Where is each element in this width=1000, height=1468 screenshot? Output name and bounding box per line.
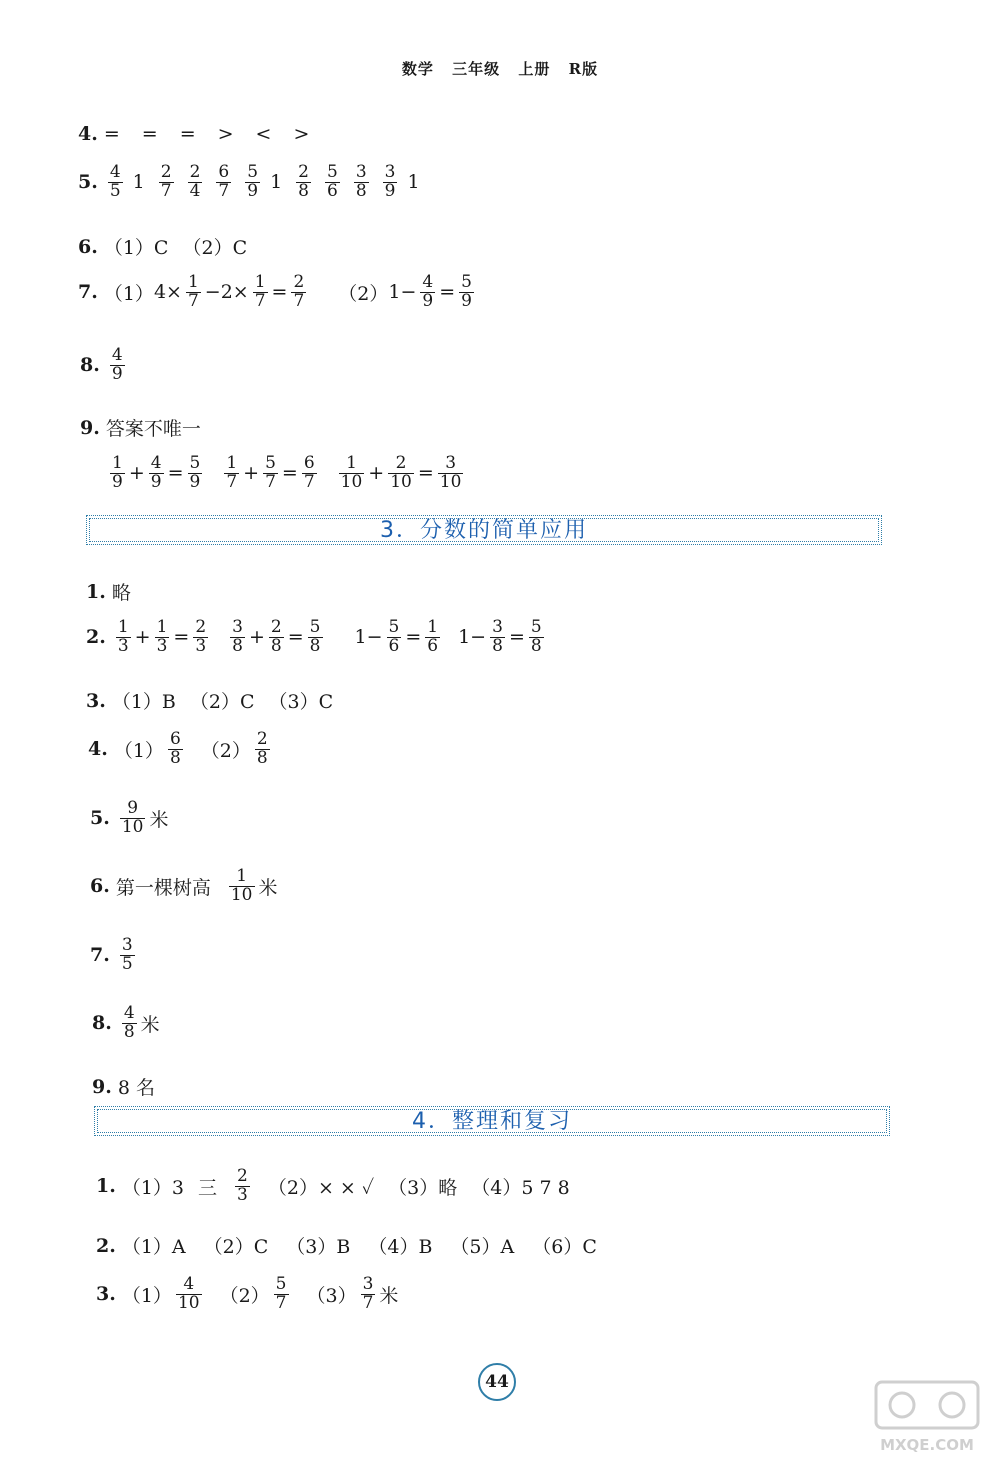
s2-q2 — [86, 619, 548, 656]
s2-q8 — [92, 1005, 160, 1042]
s2-q1-num: 1. — [86, 580, 106, 603]
s3-q1 — [96, 1168, 570, 1205]
s1q5-frac: $\frac{2}{7}$ — [160, 162, 172, 201]
s1-q7-frac1: $\frac{1}{7}$ — [187, 272, 199, 311]
s2-q9-text: 8 名 — [117, 1077, 155, 1099]
s3-q3-label2: （2） — [219, 1284, 270, 1307]
s2-q8-num: 8. — [92, 1012, 112, 1035]
s2-q5-unit: 米 — [149, 808, 169, 831]
s1-q4 — [78, 123, 331, 145]
s2q2e2-token: = — [287, 626, 304, 649]
s1q4-token: = — [179, 123, 196, 145]
s3-q2-num: 2. — [96, 1234, 116, 1257]
s2q2e1-frac: $\frac{1}{3}$ — [156, 617, 168, 656]
s1-q7-term-c: 1− — [388, 281, 417, 304]
s2-q2-num: 2. — [86, 626, 106, 649]
s2-q6-text: 第一棵树高 — [115, 876, 211, 899]
s2q2e2-frac: $\frac{3}{8}$ — [232, 617, 243, 656]
s2-q3 — [86, 687, 333, 714]
s1-q7-label2: （2） — [338, 282, 389, 305]
s2-q6-num: 6. — [90, 875, 110, 898]
s2-q5-num: 5. — [90, 807, 110, 830]
s2-q8-frac: $\frac{4}{8}$ — [123, 1003, 135, 1042]
header-volume: 上册 — [518, 60, 551, 78]
s1-q9-text: 答案不唯一 — [105, 418, 201, 440]
s1-q9-eq3 — [335, 455, 468, 492]
s1q9e1-token: = — [167, 462, 184, 485]
s3-q1-frac: $\frac{2}{3}$ — [237, 1166, 248, 1205]
s2-q3-part3: （3）C — [268, 691, 334, 713]
s2q2e2-token: + — [249, 626, 265, 649]
s2-q5 — [90, 800, 169, 837]
s1q5-frac: $\frac{5}{9}$ — [247, 162, 259, 201]
s3q2-token: （5）A — [450, 1236, 515, 1258]
s1q9e1-token: + — [128, 462, 145, 485]
s1-q5-items — [104, 164, 430, 201]
s2q2e3-token: 1− — [354, 626, 383, 649]
page-number: 44 — [478, 1363, 516, 1401]
s2q2e1-frac: $\frac{2}{3}$ — [195, 617, 207, 656]
section-banner-3 — [86, 515, 882, 545]
s2-q3-part1: （1）B — [111, 691, 176, 713]
s3-q3-frac2: $\frac{5}{7}$ — [275, 1274, 287, 1313]
s2-q4-frac1: $\frac{6}{8}$ — [169, 729, 181, 768]
s2-q1-text: 略 — [111, 582, 131, 604]
s2-q6-frac: $\frac{1}{10}$ — [230, 866, 253, 905]
s3-q1-part4: （4）5 7 8 — [471, 1176, 570, 1199]
s3q2-token: （2）C — [203, 1236, 269, 1258]
s1-q8 — [80, 347, 129, 384]
s1q4-token: > — [217, 123, 234, 145]
s2q2e1-token: = — [173, 626, 190, 649]
s2-q2-eq3 — [355, 619, 445, 656]
s1-q7-frac4: $\frac{4}{9}$ — [422, 272, 434, 311]
s3-q2-parts — [122, 1232, 615, 1259]
s1-q7-label1: （1） — [103, 282, 154, 305]
s1q5-frac: $\frac{4}{5}$ — [109, 162, 121, 201]
s1q5-frac: $\frac{3}{8}$ — [355, 162, 367, 201]
s2q2e4-frac: $\frac{3}{8}$ — [492, 617, 503, 656]
s1-q9-eq2 — [220, 455, 320, 492]
s1q9e3-frac: $\frac{1}{10}$ — [340, 453, 363, 492]
s1q5-token: 1 — [407, 171, 420, 194]
s1q5-frac: $\frac{5}{6}$ — [327, 162, 338, 201]
s2-q4-label1: （1） — [113, 739, 164, 762]
s1-q4-items — [104, 123, 332, 145]
watermark-logo — [872, 1378, 982, 1458]
s1q4-token: > — [293, 123, 310, 145]
s3-q3-unit: 米 — [379, 1284, 399, 1307]
s1q4-token: < — [255, 123, 272, 145]
s1-q5 — [78, 164, 430, 201]
s3-q1-part2: （2）× × ✓ — [267, 1176, 375, 1199]
s2-q4-frac2: $\frac{2}{8}$ — [256, 729, 268, 768]
s1q9e1-frac: $\frac{4}{9}$ — [150, 453, 162, 492]
s1q9e3-frac: $\frac{2}{10}$ — [390, 453, 412, 492]
s1-q9-num: 9. — [80, 416, 100, 439]
s2-q3-num: 3. — [86, 689, 106, 712]
section-banner-4-title: 4．整理和复习 — [412, 1109, 572, 1134]
s1q9e2-token: + — [243, 462, 260, 485]
s1-q7-frac5: $\frac{5}{9}$ — [461, 272, 472, 311]
s1q5-token: 1 — [270, 171, 283, 194]
s2q2e3-frac: $\frac{5}{6}$ — [388, 617, 400, 656]
s1q9e3-token: + — [368, 462, 385, 485]
s1-q7-term-b: −2× — [204, 281, 249, 304]
s2q2e4-token: 1− — [458, 626, 487, 649]
s1-q7 — [78, 274, 478, 311]
s3-q1-num: 1. — [96, 1175, 116, 1198]
s1q9e1-frac: $\frac{5}{9}$ — [189, 453, 201, 492]
s3-q3 — [96, 1276, 398, 1313]
s1q5-frac: $\frac{2}{8}$ — [298, 162, 309, 201]
s2q2e1-token: + — [134, 626, 151, 649]
s1q5-token: 1 — [132, 171, 145, 194]
s2-q6 — [90, 868, 278, 905]
s1q5-frac: $\frac{6}{7}$ — [218, 162, 230, 201]
s1-q5-num: 5. — [78, 171, 98, 194]
header-subject: 数学 — [401, 60, 434, 78]
s1q9e3-frac: $\frac{3}{10}$ — [439, 453, 462, 492]
s2-q2-eq2 — [226, 619, 326, 656]
s2-q3-part2: （2）C — [189, 691, 255, 713]
s2-q7 — [90, 937, 139, 974]
s1-q8-frac: $\frac{4}{9}$ — [111, 345, 123, 384]
s3q2-token: （4）B — [368, 1236, 433, 1258]
s3q2-token: （1）A — [121, 1236, 186, 1258]
s1-q4-num: 4. — [78, 123, 98, 145]
s3-q3-label3: （3） — [306, 1284, 357, 1307]
s1q9e1-frac: $\frac{1}{9}$ — [112, 453, 123, 492]
s1-q6 — [78, 233, 247, 260]
s1-q7-eq2: = — [439, 281, 456, 304]
s2-q1 — [86, 578, 131, 605]
s3-q3-frac1: $\frac{4}{10}$ — [177, 1274, 200, 1313]
s2-q6-unit: 米 — [258, 876, 278, 899]
s2-q8-unit: 米 — [140, 1013, 160, 1036]
s3-q2 — [96, 1232, 615, 1259]
s2q2e4-frac: $\frac{5}{8}$ — [530, 617, 542, 656]
s3-q3-label1: （1） — [121, 1284, 172, 1307]
s2-q4 — [88, 731, 274, 768]
s1q9e3-token: = — [417, 462, 434, 485]
s1q9e2-frac: $\frac{6}{7}$ — [303, 453, 315, 492]
s3q2-token: （3）B — [286, 1236, 351, 1258]
s1-q7-eq: = — [271, 281, 288, 304]
section-banner-3-title: 3．分数的简单应用 — [380, 518, 588, 543]
s1q5-frac: $\frac{2}{4}$ — [189, 162, 201, 201]
s1-q8-num: 8. — [80, 354, 100, 377]
s1-q7-term-a: 4× — [153, 281, 182, 304]
s1q4-token: = — [141, 123, 158, 145]
page-header — [0, 58, 1000, 79]
s2-q7-num: 7. — [90, 944, 110, 967]
s3-q1-part3: （3）略 — [388, 1176, 458, 1199]
s2q2e3-token: = — [405, 626, 422, 649]
s1q4-token: = — [103, 123, 120, 145]
s1-q6-num: 6. — [78, 235, 98, 258]
s2q2e2-frac: $\frac{5}{8}$ — [309, 617, 321, 656]
header-edition: R版 — [568, 60, 599, 78]
svg-text:MXQE.COM: MXQE.COM — [880, 1436, 974, 1454]
s1q9e2-frac: $\frac{5}{7}$ — [265, 453, 276, 492]
s1-q7-frac2: $\frac{1}{7}$ — [254, 272, 266, 311]
s2-q5-frac: $\frac{9}{10}$ — [121, 798, 144, 837]
s1-q6-part2: （2）C — [182, 237, 248, 259]
s2q2e4-token: = — [508, 626, 525, 649]
s3-q1-part1: （1）3 — [121, 1176, 185, 1199]
s1q9e2-frac: $\frac{1}{7}$ — [226, 453, 238, 492]
s1-q7-frac3: $\frac{2}{7}$ — [293, 272, 305, 311]
section-banner-4 — [94, 1106, 890, 1136]
s3q2-token: （6）C — [532, 1236, 597, 1258]
s1-q9-equations — [106, 455, 467, 492]
s2-q2-eq1 — [112, 619, 212, 656]
s2q2e1-frac: $\frac{1}{3}$ — [117, 617, 129, 656]
s3-q3-num: 3. — [96, 1283, 116, 1306]
s2-q4-num: 4. — [88, 738, 108, 761]
s1-q6-part1: （1）C — [103, 237, 169, 259]
s2-q9 — [92, 1073, 155, 1100]
s3-q1-part1b: 三 — [198, 1176, 218, 1199]
s1-q9 — [80, 414, 201, 441]
s1-q9-eq1 — [106, 455, 206, 492]
s2-q4-label2: （2） — [200, 739, 251, 762]
header-grade: 三年级 — [452, 60, 501, 78]
s2q2e3-frac: $\frac{1}{6}$ — [427, 617, 439, 656]
s1q9e2-token: = — [281, 462, 298, 485]
s2-q2-eq4 — [458, 619, 548, 656]
s2-q9-num: 9. — [92, 1075, 112, 1098]
s3-q3-frac3: $\frac{3}{7}$ — [362, 1274, 374, 1313]
s2q2e2-frac: $\frac{2}{8}$ — [270, 617, 282, 656]
s1-q7-num: 7. — [78, 281, 98, 304]
s1q5-frac: $\frac{3}{9}$ — [384, 162, 396, 201]
s2-q7-frac: $\frac{3}{5}$ — [121, 935, 133, 974]
